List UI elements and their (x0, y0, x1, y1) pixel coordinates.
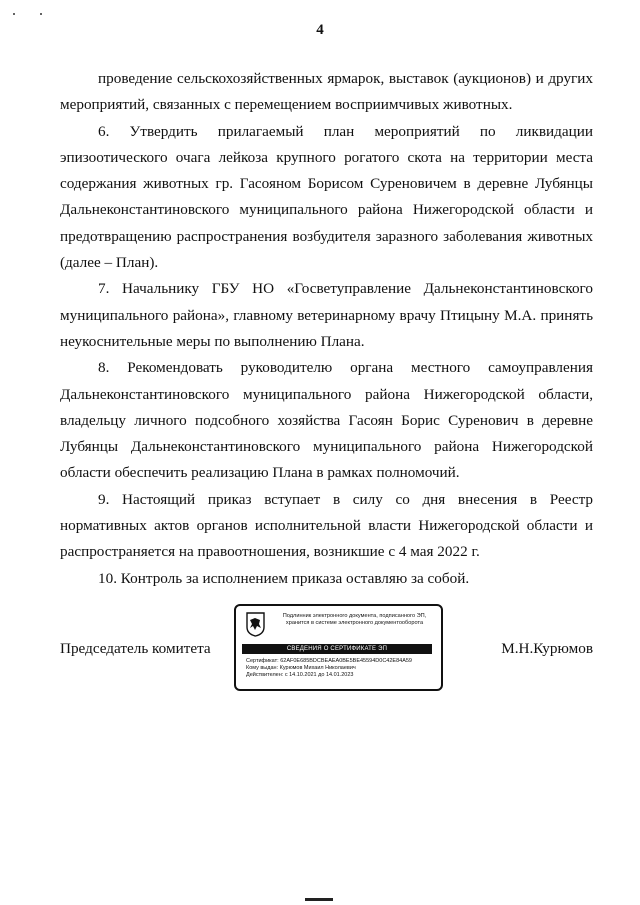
coat-of-arms-icon (246, 612, 265, 637)
paragraph-continuation: проведение сельскохозяйственных ярмарок, выставок (аукционов) и других мероприятий, связанных с перемещением восприимчивых животных. (60, 70, 593, 114)
paragraph-item-9: 9. Настоящий приказ вступает в силу со дня внесения в Реестр нормативных актов органов исполнительной власти Нижегородской области и распространяется на правоотношения, возникшие с 4 мая 2022 г. (60, 490, 593, 561)
paragraph-item-7: 7. Начальнику ГБУ НО «Госветуправление Дальнеконстантиновского муниципального района», главному ветеринарному врачу Птицыну М.А. принять неукоснительные меры по выполнению Плана. (60, 280, 593, 350)
signer-name: М.Н.Курюмов (501, 640, 593, 657)
certificate-number: Сертификат: 62AF0E685BDCBEAEA0BE5BE45594D0C42E84A59 (246, 658, 412, 664)
scan-speck (13, 13, 15, 15)
certificate-owner: Кому выдан: Курюмов Михаил Николаевич (246, 664, 356, 671)
stamp-details (246, 658, 436, 678)
stamp-header: Подлинник электронного документа, подписанного ЭП, хранится в системе электронного документооборота (282, 613, 427, 626)
electronic-signature-stamp (234, 604, 443, 691)
scan-speck (40, 13, 42, 15)
scan-mark (305, 898, 333, 901)
certificate-validity: Действителен: с 14.10.2021 до 14.01.2023 (246, 671, 354, 678)
paragraph-item-10: 10. Контроль за исполнением приказа оставляю за собой. (98, 569, 470, 587)
document-body (60, 66, 593, 592)
paragraph-item-8: 8. Рекомендовать руководителю органа местного самоуправления Дальнеконстантиновского муниципального района Нижегородской области, владельцу личного подсобного хозяйства Гасоян Борис Суренович в деревне Лубянцы Дальнеконстантиновского муниципального района Нижегородской области обеспечить реализацию Плана в рамках полномочий. (60, 359, 593, 482)
signer-position: Председатель комитета (60, 640, 211, 657)
stamp-title: СВЕДЕНИЯ О СЕРТИФИКАТЕ ЭП (242, 644, 432, 654)
page-number: 4 (316, 22, 324, 38)
paragraph-item-6: 6. Утвердить прилагаемый план мероприятий по ликвидации эпизоотического очага лейкоза крупного рогатого скота на территории места содержания животных гр. Гасояном Борисом Суреновичем в деревне Лубянцы Дальнеконстантиновского муниципального района Нижегородской области и предотвращению распространения возбудителя заразного заболевания животных (далее – План). (60, 122, 593, 272)
